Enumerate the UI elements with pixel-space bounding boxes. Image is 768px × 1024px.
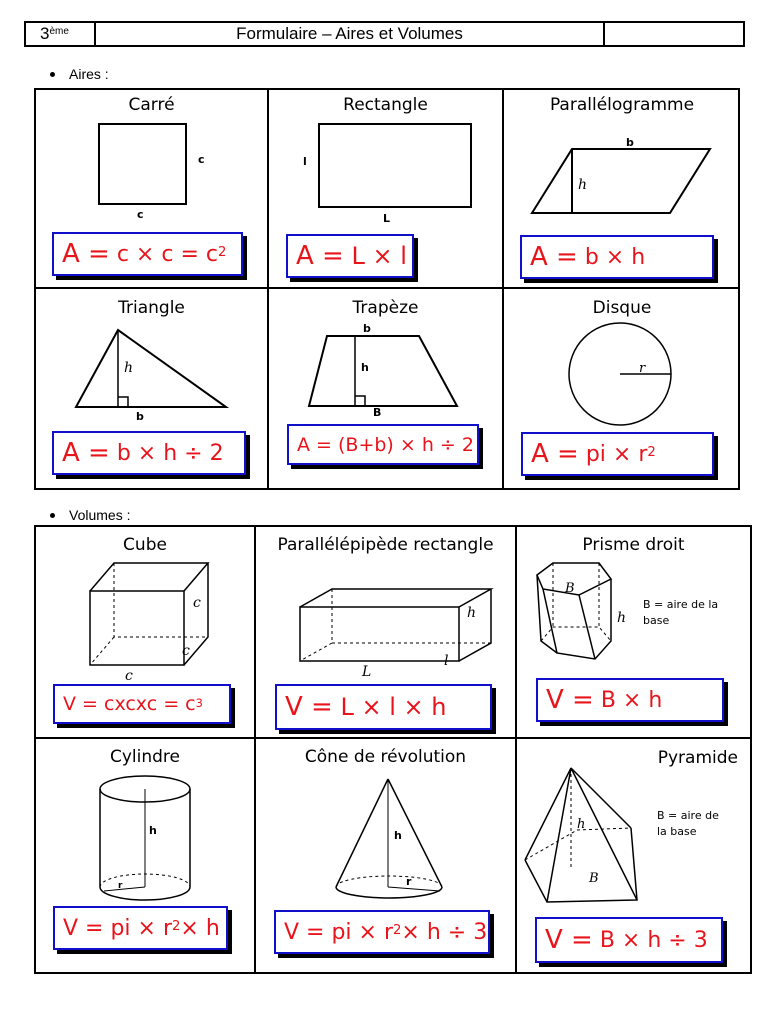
formula-prefix: A = (530, 242, 578, 272)
triangle-figure (36, 318, 267, 428)
pave-formula (275, 684, 492, 730)
carre-formula (52, 232, 243, 276)
formula-exponent: 3 (195, 695, 203, 710)
cuboid-hidden-edge (300, 643, 332, 661)
trapezoid-shape (309, 336, 457, 406)
triangle-base-label: b (136, 410, 144, 423)
square-shape (99, 124, 186, 204)
formula-body: L × l × h (340, 693, 447, 721)
grade-level: 3 (40, 24, 50, 43)
formula-body: b × h (584, 244, 646, 270)
note-line: B = aire de (657, 809, 719, 822)
formula-prefix: A = (62, 239, 110, 269)
volumes-bullet-label: Volumes : (69, 507, 131, 523)
pyramide-title: Pyramide (657, 748, 738, 768)
formula-prefix: V = (545, 925, 593, 955)
cuboid-length-label: L (362, 664, 372, 680)
formula-exponent: 2 (217, 245, 227, 261)
triangle-formula (52, 431, 246, 475)
cylinder-height-label: h (149, 824, 157, 837)
trapezoid-big-base-label: B (373, 406, 382, 419)
cone-side (336, 779, 388, 887)
disque-title: Disque (592, 298, 652, 318)
formula-body: c × c = c (116, 241, 218, 267)
cylinder-radius-line (104, 887, 145, 891)
parallelogram-figure (504, 115, 740, 225)
pyramid-edge (571, 768, 637, 900)
cube-figure (36, 555, 254, 680)
rectangle-length-label: L (383, 212, 391, 225)
right-angle-mark (118, 397, 128, 407)
prism-note (643, 597, 718, 629)
grid-divider (34, 287, 740, 289)
sheet-title: Formulaire – Aires et Volumes (96, 23, 605, 45)
formula-body: b × h ÷ 2 (116, 440, 224, 466)
triangle-shape (76, 330, 226, 407)
formula-exponent: 2 (172, 919, 181, 935)
pyramid-figure (517, 760, 647, 908)
disk-figure (504, 318, 740, 428)
cube-edge-label: c (193, 595, 201, 611)
formula-exponent: 2 (647, 445, 656, 461)
grade-level-cell (26, 23, 96, 45)
formula-body: B × h (600, 687, 663, 713)
cone-base-front (336, 887, 442, 898)
cone-height-label: h (394, 829, 402, 842)
formula-body: L × l (351, 242, 407, 270)
formula-body: V = cxcxc = c (63, 693, 196, 715)
formula-body: V = pi × r (63, 915, 173, 941)
prism-edge (579, 595, 595, 659)
formula-prefix: A = (531, 439, 579, 469)
note-line: la base (657, 825, 697, 838)
formula-exponent: 2 (393, 923, 402, 939)
cube-title: Cube (123, 535, 167, 555)
triangle-title: Triangle (118, 298, 185, 318)
formula-prefix: A = (62, 438, 110, 468)
pyramid-note (657, 808, 719, 840)
cylinder-radius-label: r (118, 881, 123, 891)
parallelogram-base-label: b (626, 136, 634, 149)
cone-figure (256, 767, 515, 902)
cube-edge-label: c (125, 668, 133, 680)
triangle-height-label: h (124, 360, 134, 376)
volumes-bullet (50, 507, 130, 523)
areas-bullet (50, 66, 109, 82)
parallelogram-height-label: h (578, 177, 588, 193)
parallelogramme-formula (520, 235, 714, 279)
trapezoid-figure (269, 318, 502, 428)
formula-body: pi × r (585, 441, 648, 467)
square-side-label: c (198, 153, 205, 166)
prism-base-label: B (565, 581, 575, 596)
cuboid-front-face (300, 607, 459, 661)
formula-prefix: V = (285, 692, 333, 722)
trapezoid-height-label: h (361, 361, 369, 374)
areas-bullet-label: Aires : (69, 66, 109, 82)
formula-body: V = pi × r (284, 919, 394, 945)
prisme-formula (536, 678, 724, 722)
bullet-dot (50, 72, 55, 77)
cube-top-edges (90, 563, 208, 591)
formula-body: × h (180, 915, 220, 941)
cube-hidden-edge (90, 637, 114, 665)
cone-base-back (336, 876, 442, 887)
cone-radius-line (388, 887, 440, 891)
cone-formula (274, 910, 490, 954)
grid-divider (34, 737, 752, 739)
prism-height-figure (617, 607, 631, 627)
formula-body: × h ÷ 3 (401, 919, 488, 945)
trapeze-formula (287, 424, 479, 465)
cuboid-right-edges (459, 589, 491, 661)
cone-title: Cône de révolution (304, 747, 467, 767)
rectangle-shape (319, 124, 471, 207)
rectangle-width-label: l (303, 155, 307, 168)
disk-radius-label: r (639, 361, 646, 376)
cube-front-face (90, 591, 184, 665)
square-figure (36, 115, 267, 225)
cuboid-width-label: l (444, 653, 449, 669)
carre-title: Carré (128, 95, 175, 115)
pyramide-formula (535, 917, 723, 963)
pyramid-height-label: h (577, 817, 586, 832)
parallelogramme-title: Parallélogramme (549, 95, 695, 115)
prism-figure (517, 555, 617, 667)
formula-body: A = (B+b) × h ÷ 2 (297, 433, 474, 456)
formula-prefix: A = (296, 241, 344, 271)
cylindre-title: Cylindre (109, 747, 181, 767)
formula-body: B × h ÷ 3 (599, 927, 708, 953)
cuboid-top-edges (300, 589, 491, 607)
cuboid-height-label: h (467, 605, 477, 621)
note-line: B = aire de la (643, 598, 719, 611)
prism-height-label: h (617, 610, 627, 626)
square-bottom-label: c (137, 208, 144, 221)
pyramid-base-label: B (589, 871, 599, 886)
trapeze-title: Trapèze (352, 298, 419, 318)
trapezoid-small-base-label: b (363, 322, 371, 335)
formula-prefix: V = (546, 685, 594, 715)
rectangle-title: Rectangle (343, 95, 428, 115)
grade-level-sup: ème (49, 25, 69, 37)
right-angle-mark (355, 396, 365, 406)
header-empty-cell (605, 23, 743, 45)
disque-formula (521, 432, 714, 476)
prisme-title: Prisme droit (582, 535, 685, 555)
bullet-dot (50, 513, 55, 518)
cube-formula (53, 684, 231, 724)
rectangle-formula (286, 234, 414, 278)
cuboid-figure (256, 555, 515, 680)
note-line: base (643, 614, 670, 627)
cube-edge-label: c (182, 643, 190, 659)
cone-radius-label: r (406, 875, 412, 888)
parallelogram-shape (532, 149, 710, 213)
cylindre-formula (53, 906, 228, 950)
header-table (24, 21, 745, 47)
cylinder-figure (36, 767, 254, 902)
cylinder-bottom-front (100, 887, 190, 900)
pave-title: Parallélépipède rectangle (277, 535, 494, 555)
rectangle-figure (269, 115, 502, 225)
